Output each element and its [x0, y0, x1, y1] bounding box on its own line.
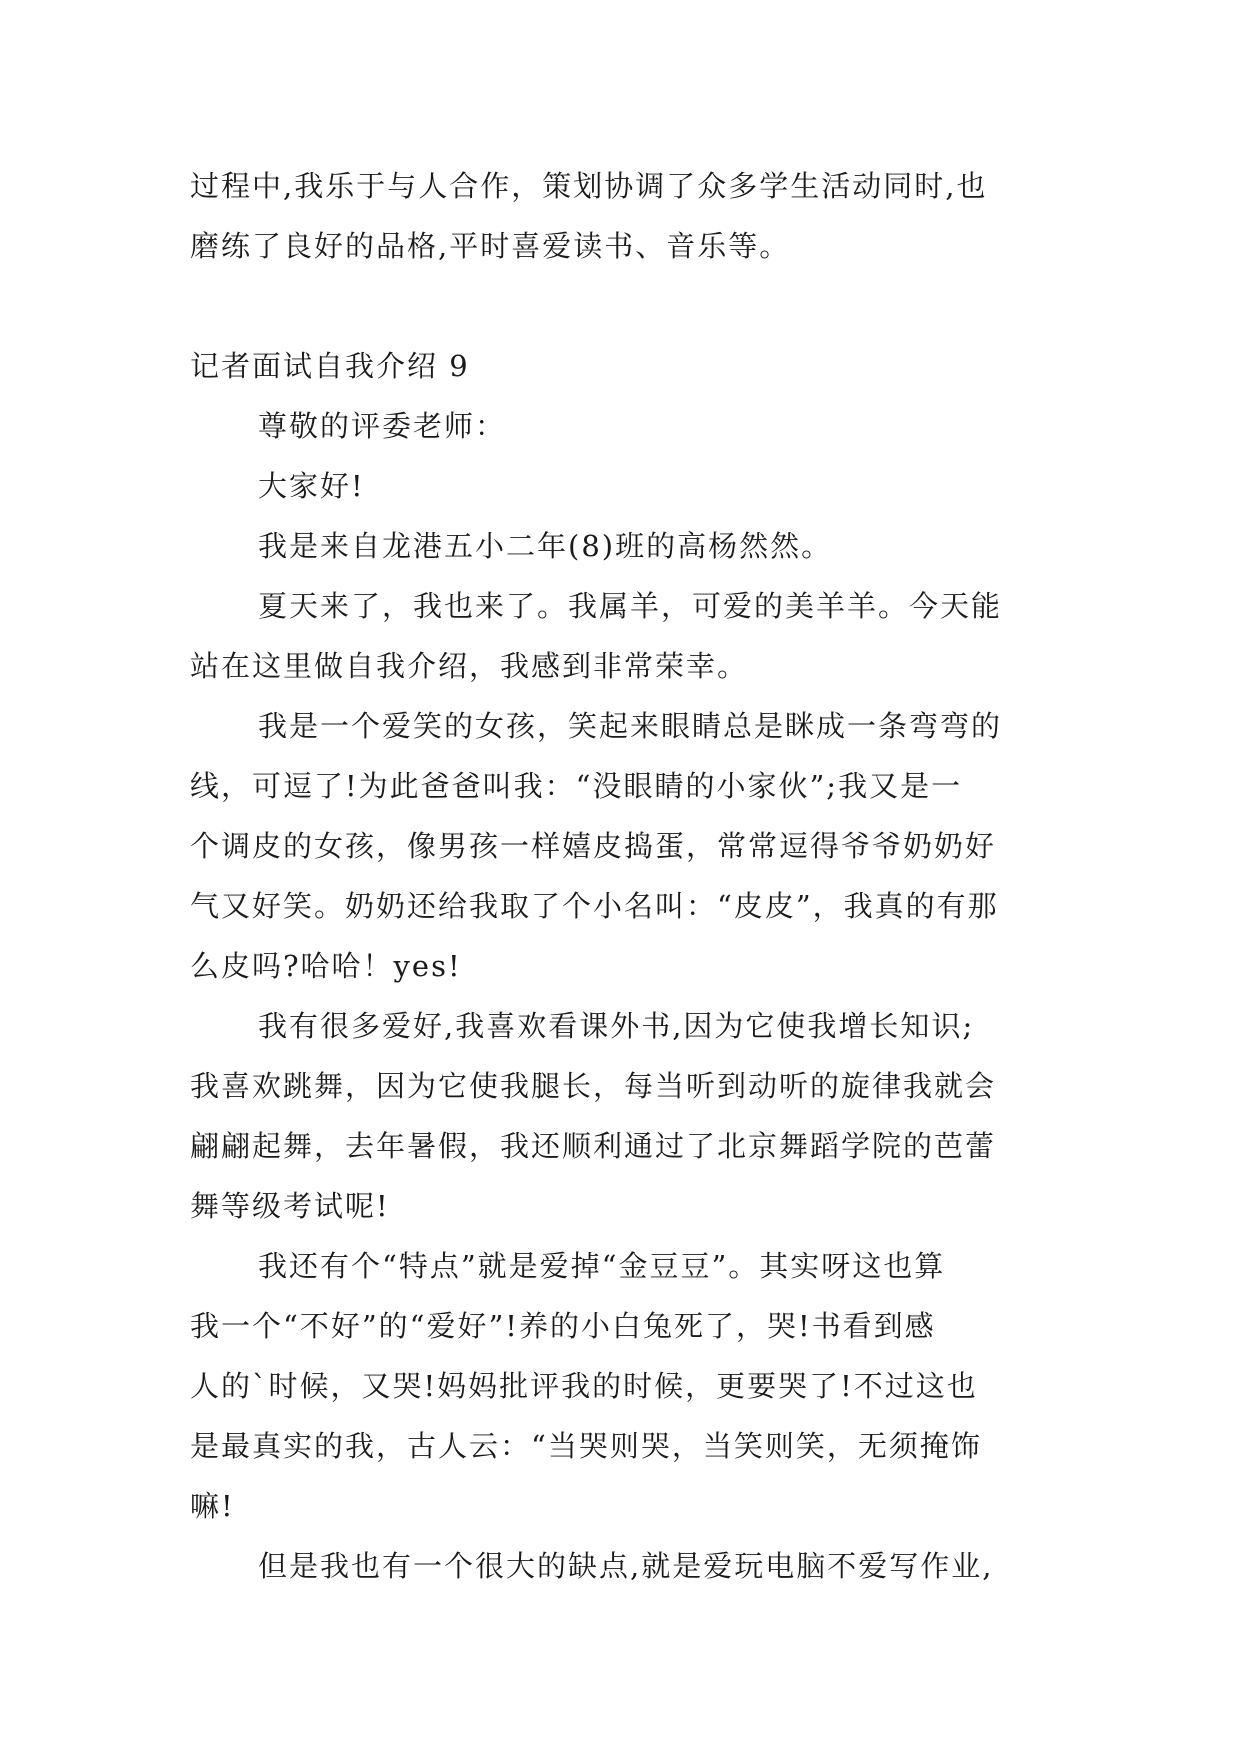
- paragraph3-line: 舞等级考试呢!: [190, 1189, 390, 1223]
- paragraph4-line: 嘛!: [190, 1489, 235, 1523]
- paragraph2-line: 么皮吗?哈哈！yes!: [190, 949, 462, 983]
- greeting-line: 尊敬的评委老师：: [258, 409, 507, 443]
- paragraph2-line: 个调皮的女孩，像男孩一样嬉皮捣蛋，常常逗得爷爷奶奶好: [190, 829, 997, 863]
- paragraph1-line: 站在这里做自我介绍，我感到非常荣幸。: [190, 649, 749, 683]
- self-intro-line: 我是来自龙港五小二年(8)班的高杨然然。: [258, 529, 833, 563]
- paragraph4-line: 是最真实的我，古人云：“当哭则哭，当笑则笑，无须掩饰: [190, 1429, 982, 1463]
- section-title: [190, 336, 1052, 396]
- paragraph2-line: 我是一个爱笑的女孩，笑起来眼睛总是眯成一条弯弯的: [258, 709, 1003, 743]
- paragraph4-line: 我还有个“特点”就是爱掉“金豆豆”。其实呀这也算: [258, 1249, 946, 1283]
- intro-paragraph: [190, 156, 1052, 276]
- text-line: 过程中,我乐于与人合作，策划协调了众多学生活动同时,也: [190, 169, 988, 203]
- paragraph3-line: 翩翩起舞，去年暑假，我还顺利通过了北京舞蹈学院的芭蕾: [190, 1129, 997, 1163]
- letter-body: [190, 396, 1052, 1596]
- text-line: 磨练了良好的品格,平时喜爱读书、音乐等。: [190, 229, 791, 263]
- paragraph2-line: 气又好笑。奶奶还给我取了个小名叫：“皮皮”，我真的有那: [190, 889, 999, 923]
- paragraph3-line: 我有很多爱好,我喜欢看课外书,因为它使我增长知识;: [258, 1009, 975, 1043]
- paragraph1-line: 夏天来了，我也来了。我属羊，可爱的美羊羊。今天能: [258, 589, 1003, 623]
- section-title-text: 记者面试自我介绍 9: [190, 349, 470, 383]
- paragraph3-line: 我喜欢跳舞，因为它使我腿长，每当听到动听的旋律我就会: [190, 1069, 997, 1103]
- paragraph4-line: 人的`时候，又哭!妈妈批评我的时候，更要哭了!不过这也: [190, 1369, 978, 1403]
- paragraph5-line: 但是我也有一个很大的缺点,就是爱玩电脑不爱写作业,: [258, 1549, 994, 1583]
- hello-line: 大家好!: [258, 469, 365, 503]
- paragraph4-line: 我一个“不好”的“爱好”!养的小白兔死了，哭!书看到感: [190, 1309, 936, 1343]
- paragraph2-line: 线，可逗了!为此爸爸叫我：“没眼睛的小家伙”;我又是一: [190, 769, 963, 803]
